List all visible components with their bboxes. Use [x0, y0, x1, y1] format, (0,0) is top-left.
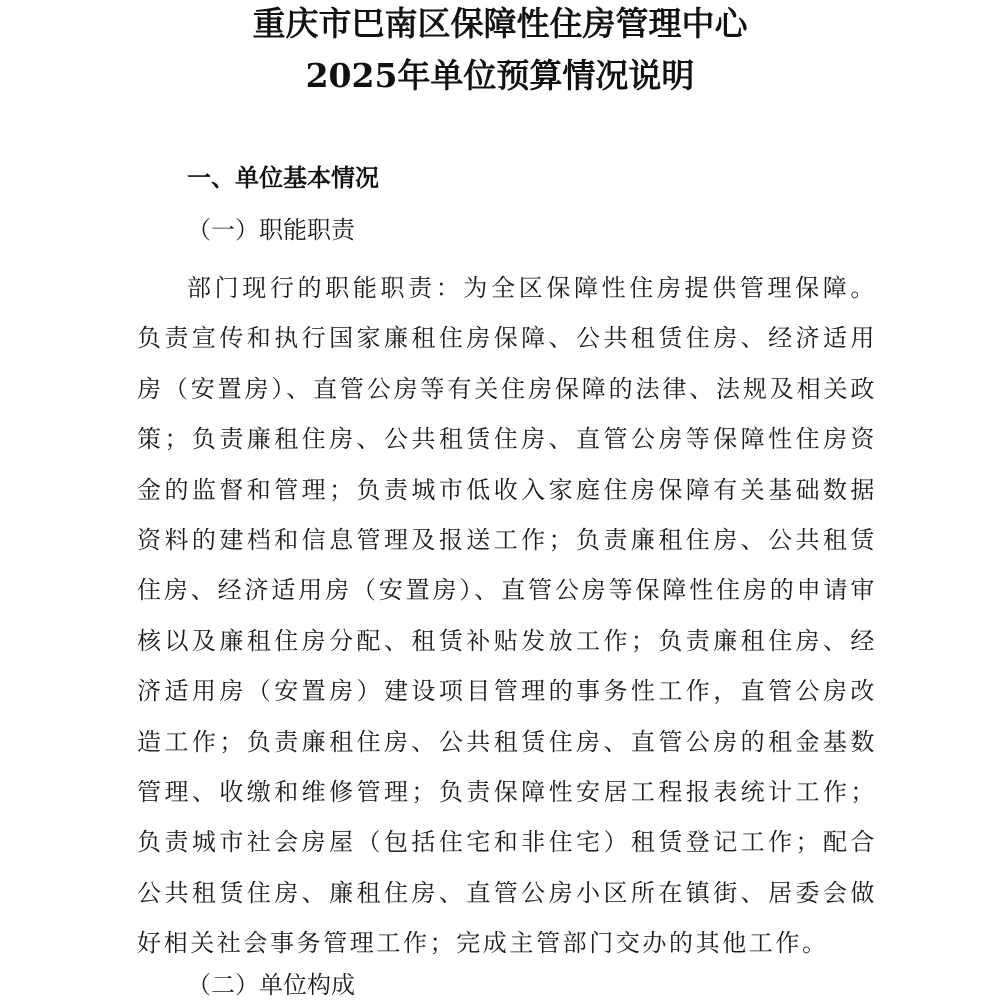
- document-title-line2: 2025年单位预算情况说明: [305, 56, 695, 95]
- subsection-heading-composition: （二）单位构成: [187, 971, 355, 999]
- subsection-heading-functions: （一）职能职责: [187, 216, 355, 244]
- section-heading-basic-info: 一、单位基本情况: [187, 163, 379, 192]
- document-title-line1: 重庆市巴南区保障性住房管理中心: [252, 4, 748, 43]
- functions-paragraph: 部门现行的职能职责：为全区保障性住房提供管理保障。负责宣传和执行国家廉租住房保障、公共租赁住房、经济适用房（安置房）、直管公房等有关住房保障的法律、法规及相关政策；负责廉租住房、公共租赁住房、直管公房等保障性住房资金的监督和管理；负责城市低收入家庭住房保障有关基础数据资料的建档和信息管理及报送工作；负责廉租住房、公共租赁住房、经济适用房（安置房）、直管公房等保障性住房的申请审核以及廉租住房分配、租赁补贴发放工作；负责廉租住房、经济适用房（安置房）建设项目管理的事务性工作，直管公房改造工作；负责廉租住房、公共租赁住房、直管公房的租金基数管理、收缴和维修管理；负责保障性安居工程报表统计工作；负责城市社会房屋（包括住宅和非住宅）租赁登记工作；配合公共租赁住房、廉租住房、直管公房小区所在镇街、居委会做好相关社会事务管理工作；完成主管部门交办的其他工作。: [137, 274, 877, 958]
